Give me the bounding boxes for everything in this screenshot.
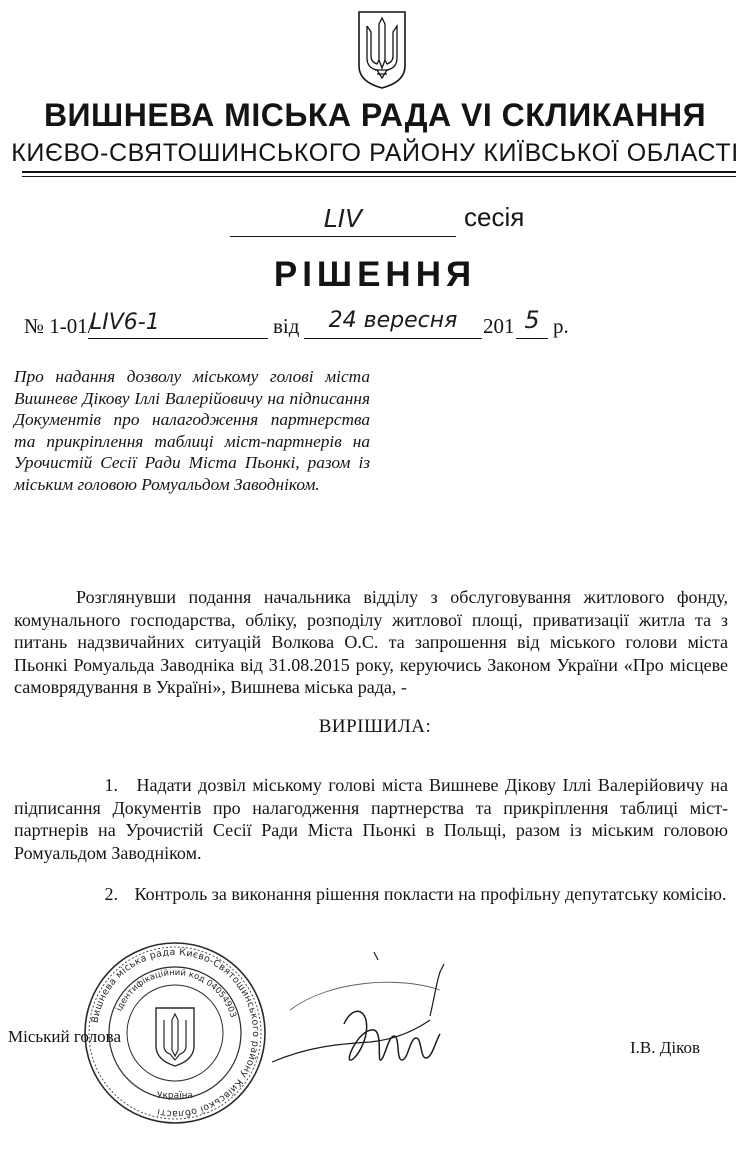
signer-position: Міський голова [8,1027,121,1046]
document-title: РІШЕННЯ [273,255,477,294]
decision-number-value: LIV6-1 [90,310,160,335]
preamble-paragraph: Розглянувши подання начальника відділу з обслуговування житлового фонду, комунального господарства, обліку, розподілу житлової площі, приватизації житла та з питань надзвичайних ситуацій Волкова О.С. та запрошення від міського голови міста Пьонкі Ромуальда Заводніка від 31.08.2015 року, керуючись Законом України «Про місцеве самоврядування в Україні», Вишнева міська рада, - [14,587,728,697]
svg-text:Україна: Україна [156,1091,194,1101]
svg-text:ідентифікаційний код 04054903: ідентифікаційний код 04054903 [114,967,238,1019]
year-underline [516,338,548,339]
year-prefix: 201 [483,314,515,338]
svg-text:Вишнева міська рада Києво-Свят: Вишнева міська рада Києво-Святошинського району Київської області [89,946,262,1120]
header-divider [22,171,736,173]
handwritten-signature [270,950,500,1080]
district-subheading: КИЄВО-СВЯТОШИНСЬКОГО РАЙОНУ КИЇВСЬКОЇ ОБЛАСТІ [11,139,739,167]
session-underline [230,236,456,237]
item-number: 2. [104,884,118,904]
item-text: Контроль за виконання рішення покласти на профільну депутатську комісію. [134,884,727,904]
decision-number-prefix: № 1-01/ [24,314,94,338]
date-underline [304,338,482,339]
session-label: сесія [464,202,525,232]
header-divider-thin [22,176,736,177]
session-number: LIV [323,204,363,233]
resolution-item [14,883,728,906]
item-text: Надати дозвіл міському голові міста Вишневе Дікову Іллі Валерійовичу на підписання Документів про налагодження партнерства та прикріплення таблиці міст-партнерів на Урочистій Сесії Ради Міста Пьонкі в Польщі, разом із міським головою Ромуальдом Заводніком. [14,775,728,863]
item-number: 1. [104,775,118,795]
resolution-item [14,774,728,864]
resolved-heading: ВИРІШИЛА: [318,716,432,737]
date-label: від [273,314,300,338]
decision-subject: Про надання дозволу міському голові міста Вишневе Дікову Іллі Валерійовичу на підписання Документів про налагодження партнерства та прикріплення таблиці міст-партнерів на Урочистій Сесії Ради Міста Пьонкі, разом із міським головою Ромуальдом Заводніком. [14,367,370,494]
signer-name: І.В. Діков [630,1038,700,1057]
council-name-heading: ВИШНЕВА МІСЬКА РАДА VI СКЛИКАННЯ [43,97,707,133]
coat-of-arms-icon [355,8,409,90]
decision-date: 24 вересня [328,308,458,333]
year-digit: 5 [524,306,540,334]
number-underline [88,338,268,339]
year-suffix: р. [553,314,569,338]
